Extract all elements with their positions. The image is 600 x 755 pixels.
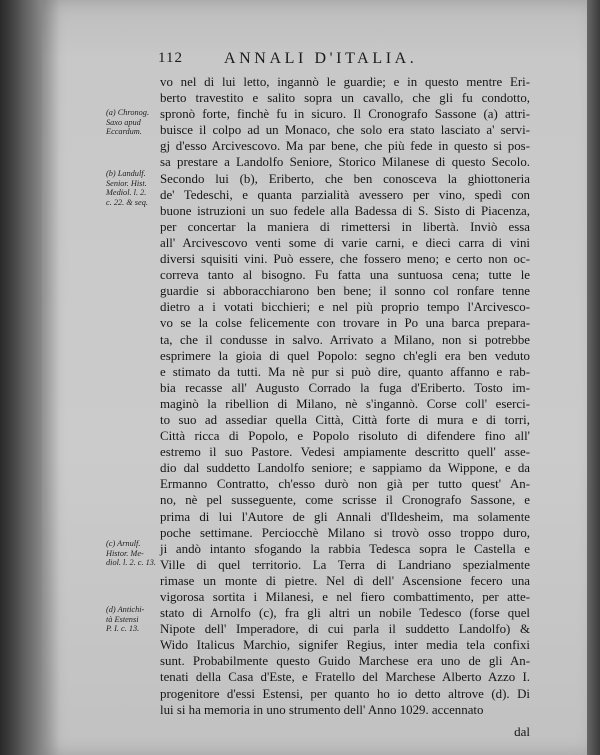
text-line: gj d'esso Arcivescovo. Ma par bene, che più fede in questo si pos- — [160, 139, 530, 154]
text-line: Secondo lui (b), Eriberto, che ben conosceva la ghiottoneria — [160, 171, 530, 186]
sidenote-line: diol. l. 2. c. 13. — [106, 558, 157, 567]
text-line: berto travestito e salito sopra un cavallo, che gli fu condotto, — [160, 91, 530, 106]
text-line: tenati della Casa d'Este, e Fratello del Marchese Alberto Azzo I. — [160, 670, 530, 685]
text-line: guardie si abboracchiarono ben bene; il sonno col ronfare tenne — [160, 284, 530, 299]
sidenote-line: P. I. c. 13. — [106, 624, 140, 633]
text-line: vo nel di lui letto, ingannò le guardie; e in questo mentre Eri- — [160, 75, 530, 89]
text-line: ji andò intanto sfogando la rabbia Tedesca sopra le Castella e — [160, 541, 530, 556]
sidenote-line: tà Estensi — [106, 614, 139, 624]
text-line: maginò la ribellion di Milano, nè s'ingannò. Corse coll' eserci- — [160, 396, 530, 411]
text-line: all' Arcivescovo venti some di varie carni, e dieci carra di vini — [160, 235, 530, 250]
text-line: sunt. Probabilmente questo Guido Marchese era uno de gli An- — [160, 654, 530, 669]
text-line: stato di Arnolfo (c), fra gli altri un nobile Tedesco (forse quel — [160, 606, 530, 621]
sidenote-d — [106, 605, 160, 634]
text-line: correva tanto al bisogno. Fu fatta una suntuosa cena; tutte le — [160, 268, 530, 283]
sidenote-line: (b) Landulf. — [106, 169, 146, 178]
page-number: 112 — [158, 50, 183, 66]
sidenote-line: (d) Antichi- — [106, 605, 145, 614]
sidenote-line: Saxo apud — [106, 117, 141, 127]
text-line: no, nè pel susseguente, come scrisse il Cronografo Sassone, e — [160, 493, 530, 508]
text-line: ta, che il condusse in salvo. Arrivato a Milano, non si potrebbe — [160, 332, 530, 347]
text-line: Nipote dell' Imperadore, di cui parla il suddetto Landolfo) & — [160, 622, 530, 637]
text-line: e stimato da tutti. Ma nè pur si può dire, quanto affanno e rab- — [160, 364, 530, 379]
text-line: de' Tedeschi, e quanta parzialità avessero per vino, spedì con — [160, 187, 530, 202]
text-line: per concertar la maniera di rimettersi in libertà. Inviò essa — [160, 219, 530, 234]
sidenote-line: (a) Chronog. — [106, 108, 150, 117]
text-line: Città ricca di Popolo, e Popolo risoluto di difendere fino all' — [160, 429, 530, 444]
text-line: prima di lui l'Autore de gli Annali d'Ildesheim, ma solamente — [160, 509, 530, 524]
text-line: dietro a i votati bicchieri; e nel più proprio tempo l'Arcivesco- — [160, 300, 530, 315]
sidenote-b — [106, 169, 160, 207]
text-line: vigorosa sortita i Milanesi, e nel fiero combattimento, per atte- — [160, 590, 530, 604]
text-line: sa prestare a Landolfo Seniore, Storico Milanese di questo Secolo. — [160, 155, 530, 170]
text-line: rimase un monte di pietre. Nel dì dell' Ascensione fecero una — [160, 573, 530, 588]
text-line: spronò forte, finchè fu in sicuro. Il Cronografo Sassone (a) attri- — [160, 107, 530, 122]
catchword: dal — [514, 724, 530, 739]
sidenote-a — [106, 108, 160, 137]
text-line: progenitore d'essi Estensi, per quanto ho io detto altrove (d). Di — [160, 686, 530, 701]
text-line: bia recasse all' Augusto Corrado la fuga d'Eriberto. Tosto im- — [160, 380, 530, 395]
text-line: diversi squisiti vini. Può essere, che fossero meno; e certo non oc- — [160, 252, 530, 267]
sidenote-line: c. 22. & seq. — [106, 197, 148, 207]
sidenote-line: Eccardum. — [106, 127, 142, 136]
text-line: esprimere la gioia di quel Popolo: segno ch'egli era ben veduto — [160, 348, 530, 363]
text-line: to suo ad assediar quella Città, Città forte di mura e di torri, — [160, 412, 530, 427]
running-header — [158, 50, 538, 70]
text-line: Ville di quel territorio. La Terra di Landriano spezialmente — [160, 557, 530, 572]
sidenote-line: Histor. Me- — [106, 548, 144, 558]
text-line: estremo il suo Pastore. Vedesi ampiamente descritto quell' asse- — [160, 445, 530, 460]
text-line: lui si ha memoria in uno strumento dell' Anno 1029. accennato — [160, 702, 484, 717]
sidenote-line: (c) Arnulf. — [106, 539, 141, 548]
text-line: Ermanno Contratto, ch'esso durò non già per tutto quest' An- — [160, 477, 530, 492]
text-line: dio dal suddetto Landolfo seniore; e sappiamo da Wippone, e da — [160, 461, 530, 476]
running-title: ANNALI D'ITALIA. — [224, 50, 418, 67]
sidenote-line: Senior. Hist. — [106, 178, 147, 188]
body-text — [160, 74, 530, 718]
sidenote-c — [106, 539, 160, 568]
sidenote-line: Mediol. l. 2. — [106, 188, 147, 197]
text-line: vo se la colse felicemente con trovare in Po una barca prepara- — [160, 316, 530, 331]
text-line: buisce il colpo ad un Monaco, che solo era stato lasciato a' servi- — [160, 123, 530, 138]
text-line: Wido Italicus Marchio, signifer Regius, inter media tela confixi — [160, 638, 530, 653]
text-line: buone istruzioni un suo fedele alla Badessa di S. Sisto di Piacenza, — [160, 203, 530, 218]
text-line: poche settimane. Perciocchè Milano si trovò osso troppo duro, — [160, 525, 530, 540]
